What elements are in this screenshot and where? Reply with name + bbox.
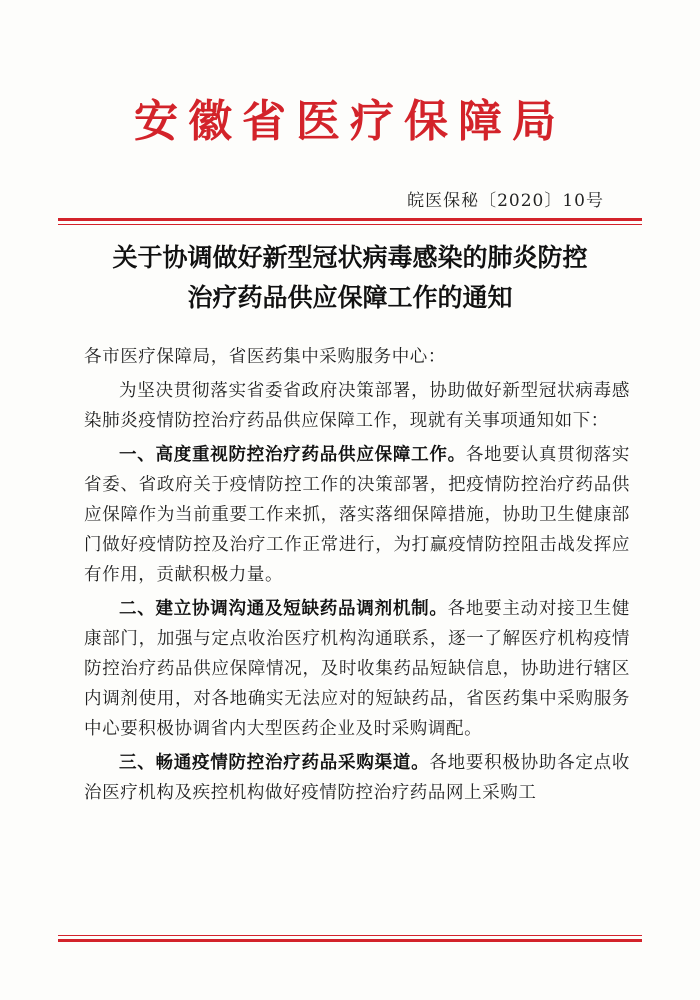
title-line-1: 关于协调做好新型冠状病毒感染的肺炎防控 xyxy=(112,243,588,272)
section-3-paragraph xyxy=(84,748,630,808)
section-1-heading: 一、高度重视防控治疗药品供应保障工作。 xyxy=(119,445,466,465)
document-body xyxy=(84,342,630,808)
section-1-paragraph xyxy=(84,440,630,590)
section-2-paragraph xyxy=(84,594,630,744)
footer-divider xyxy=(58,935,642,936)
intro-paragraph: 为坚决贯彻落实省委省政府决策部署，协助做好新型冠状病毒感染肺炎疫情防控治疗药品供应保障工作，现就有关事项通知如下： xyxy=(84,381,630,431)
section-3-text: 各地要积极协助各定点收治医疗机构及疾控机构做好疫情防控治疗药品网上采购工 xyxy=(84,753,630,803)
section-1-text: 各地要认真贯彻落实省委、省政府关于疫情防控工作的决策部署，把疫情防控治疗药品供应保障作为当前重要工作来抓，落实落细保障措施，协助卫生健康部门做好疫情防控及治疗工作正常进行，为打赢疫情防控阻击战发挥应有作用，贡献积极力量。 xyxy=(84,445,630,585)
section-3-heading: 三、畅通疫情防控治疗药品采购渠道。 xyxy=(119,753,430,773)
agency-header: 安徽省医疗保障局 xyxy=(134,96,566,147)
document-number: 皖医保秘〔2020〕10号 xyxy=(407,191,604,211)
document-title xyxy=(60,238,640,318)
header-divider xyxy=(58,218,642,221)
section-2-heading: 二、建立协调沟通及短缺药品调剂机制。 xyxy=(119,599,448,619)
addressee: 各市医疗保障局，省医药集中采购服务中心： xyxy=(84,347,446,367)
section-2-text: 各地要主动对接卫生健康部门，加强与定点收治医疗机构沟通联系，逐一了解医疗机构疫情防控治疗药品供应保障情况，及时收集药品短缺信息，协助进行辖区内调剂使用，对各地确实无法应对的短缺药品，省医药集中采购服务中心要积极协调省内大型医药企业及时采购调配。 xyxy=(84,599,630,739)
title-line-2: 治疗药品供应保障工作的通知 xyxy=(187,283,513,312)
